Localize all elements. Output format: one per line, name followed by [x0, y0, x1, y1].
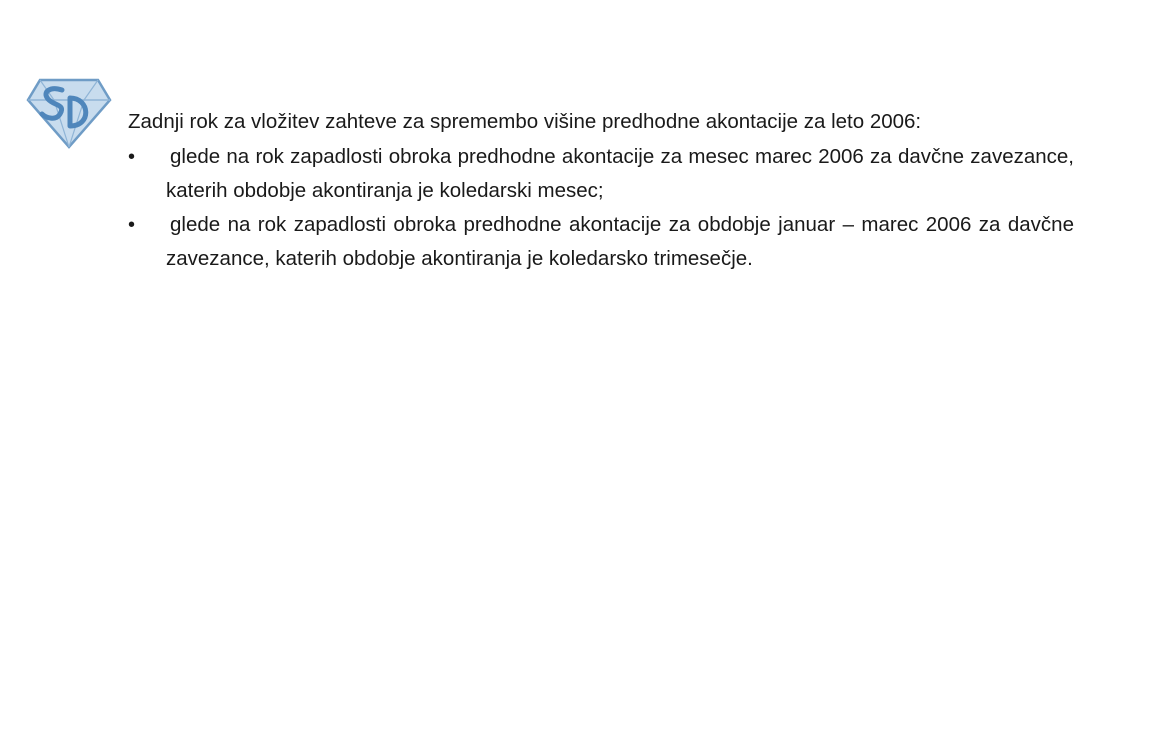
- bullet-list: [128, 140, 1074, 276]
- intro-paragraph: Zadnji rok za vložitev zahteve za spremembo višine predhodne akontacije za leto 2006:: [128, 110, 922, 133]
- bullet-text: glede na rok zapadlosti obroka predhodne akontacije za mesec marec 2006 za davčne zavezance, katerih obdobje akontiranja je koledarski mesec;: [166, 145, 1074, 202]
- bullet-item-monthly: [128, 140, 1074, 208]
- diamond-logo-icon: [26, 76, 112, 150]
- bullet-icon: •: [128, 146, 136, 168]
- company-logo: [26, 76, 112, 150]
- document-body: [128, 105, 1074, 276]
- bullet-icon: •: [128, 214, 136, 236]
- bullet-item-quarterly: [128, 208, 1074, 276]
- bullet-text: glede na rok zapadlosti obroka predhodne akontacije za obdobje januar – marec 2006 za davčne zavezance, katerih obdobje akontiranja je koledarsko trimesečje.: [166, 213, 1074, 270]
